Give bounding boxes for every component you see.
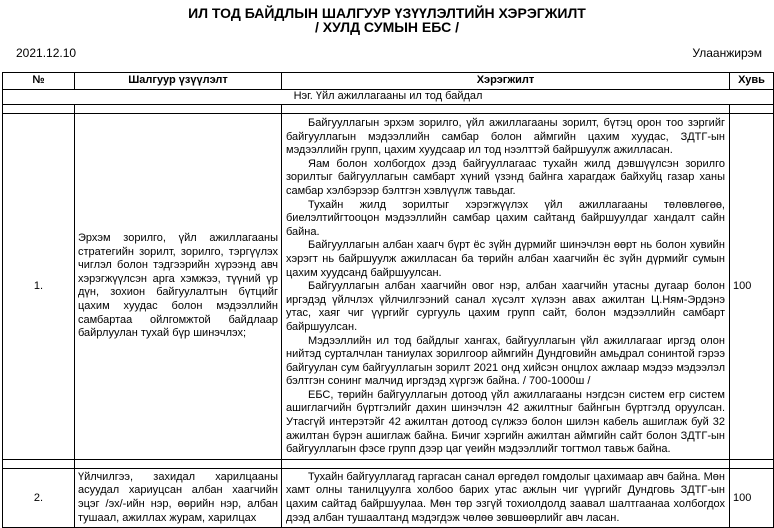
spacer-cell: [3, 459, 75, 468]
document-place: Улаанжирэм: [692, 46, 762, 60]
implementation-paragraph: Байгууллагын эрхэм зорилго, үйл ажиллагааны зорилт, бүтэц орон тоо зэргийг байгууллагын мэдээллийн самбар болон аймгийн цахим хуудас, ЗДТГ-ын мэдээллийн групп, цахим хуудсаар ил тод нээлттэй байршуулж ажилласан.: [286, 117, 725, 157]
document-date: 2021.12.10: [16, 46, 77, 60]
document-title: ИЛ ТОД БАЙДЛЫН ШАЛГУУР ҮЗҮҮЛЭЛТИЙН ХЭРЭГЖИЛТ: [188, 5, 586, 21]
implementation-paragraph: Мэдээллийн ил тод байдлыг хангах, байгууллагын үйл ажиллагааг иргэд олон нийтэд сурталчлан таниулах зорилгоор аймгийн Дундговийн амьдрал сонинтой гэрээ байгуулан сум байгууллагын зорилт 2021 онд хийсэн онцлох ажлаар мэдээ мэдээлэл бэлтгэн сонинг малчид иргэдэд хүргэж байна. / 700-1000ш /: [286, 334, 725, 388]
implementation-paragraph: Тухайн байгууллагад гаргасан санал өргөдөл гомдолыг цахимаар авч байна. Мөн хамт олны танилцуулга холбоо барих утас ажлын чиг үүргийг Дундговь ЗДТГ-ын цахим сайтад байршуулаа. Мөн төр эзгүй тохиолдолд заавал шалтгаанаа холбогдох дээд албан тушаалтанд мэдэгдэж чөлөө зөвшөөрлийг авч ласан.: [286, 470, 725, 524]
spacer-cell: [75, 459, 282, 468]
percent-cell: 100: [730, 468, 774, 527]
implementation-paragraph: Тухайн жилд зорилтыг хэрэгжүүлэх үйл ажиллагааны төлөвлөгөө, биелэлтийгтооцон мэдээллийн самбар цахим сайтанд байршуулдаг хандалт сайн байна.: [286, 198, 725, 238]
criterion-cell: Үйлчилгээ, захидал харилцааны асуудал хариуцсан албан хаагчийн эцэг /эх/-ийн нэр, өөрийн нэр, албан тушаал, ажиллах журам, харилцах: [75, 468, 282, 527]
column-header-criterion: Шалгуур үзүүлэлт: [75, 73, 282, 90]
spacer-cell: [282, 459, 730, 468]
implementation-paragraph: Байгууллагын албан хаагч бүрт ёс зүйн дүрмийг шинэчлэн өөрт нь болон хувийн хэрэгт нь байршуулж ажилласан ба төрийн албан хаагчийн ёс зүйн дүрмийг сумын цахим хуудсанд байршуулсан.: [286, 239, 725, 279]
table-header-row: [3, 73, 774, 90]
implementation-cell: [282, 114, 730, 460]
row-number: 1.: [3, 114, 75, 460]
column-header-percent: Хувь: [730, 73, 774, 90]
row-number: 2.: [3, 468, 75, 527]
implementation-paragraph: ЕБС, төрийн байгууллагын дотоод үйл ажиллагааны нэгдсэн систем егр систем ашиглагчийн бүртгэлийг дахин шинэчлэн 42 ажилтныг байнгын бүртгэлд оруулсан. Утасгүй интерэтэйг 42 ажилтан дотоод сүлжээ болон шилэн кабель ашиглаж буй 32 ажилтан бүрэн ашиглаж байна. Бичиг хэргийн ажилтан аймгийн сайт болон ЗДТГ-ын байгууллагын фэсе групп дээр цаг үеийн мэдээллийг тогтмол тавьж байна.: [286, 388, 725, 456]
criterion-cell: Эрхэм зорилго, үйл ажиллагааны стратегийн зорилт, зорилго, тэргүүлэх чиглэл болон тэдгээрийн хүрээнд авч хэрэгжүүлсэн арга хэмжээ, түүний үр дүн, зохион байгуулалтын бүтцийг цахим хуудас болон мэдээллийн самбартаа ойлгомжтой байдлаар байрлуулан тухай бүр шинэчлэх;: [75, 114, 282, 460]
spacer-cell: [730, 105, 774, 114]
percent-cell: 100: [730, 114, 774, 460]
column-header-implementation: Хэрэгжилт: [282, 73, 730, 90]
table-row: [3, 114, 774, 460]
section-row: [3, 90, 774, 105]
implementation-paragraph: Яам болон холбогдох дээд байгууллагаас тухайн жилд дэвшүүлсэн зорилго зорилтыг байгууллагын самбарт хүний үзэнд байнга харагдаж байхуйц газар ханы самбар хэлбэрээр бэлтгэн хэвлүүлж тавьдаг.: [286, 157, 725, 197]
spacer-cell: [75, 105, 282, 114]
column-header-number: №: [3, 73, 75, 90]
spacer-row: [3, 459, 774, 468]
table-row: [3, 468, 774, 527]
spacer-cell: [3, 105, 75, 114]
spacer-cell: [282, 105, 730, 114]
implementation-paragraph: Байгууллагын албан хаагчийн овог нэр, албан хаагчийн утасны дугаар болон иргэдэд үйлчлэх үйлчилгээний санал хүсэлт хүлээн авах ажилтан Ц.Ням-Эрдэнэ утас, хаяг чиг үүргийг сургууль цахим групп сайт, болон мэдээллийн самбарт байршуулсан.: [286, 280, 725, 333]
document-subtitle: / ХУЛД СУМЫН ЕБС /: [314, 19, 460, 35]
implementation-table: [2, 72, 774, 528]
spacer-cell: [730, 459, 774, 468]
implementation-cell: [282, 468, 730, 527]
spacer-row: [3, 105, 774, 114]
section-title: Нэг. Үйл ажиллагааны ил тод байдал: [3, 90, 774, 105]
